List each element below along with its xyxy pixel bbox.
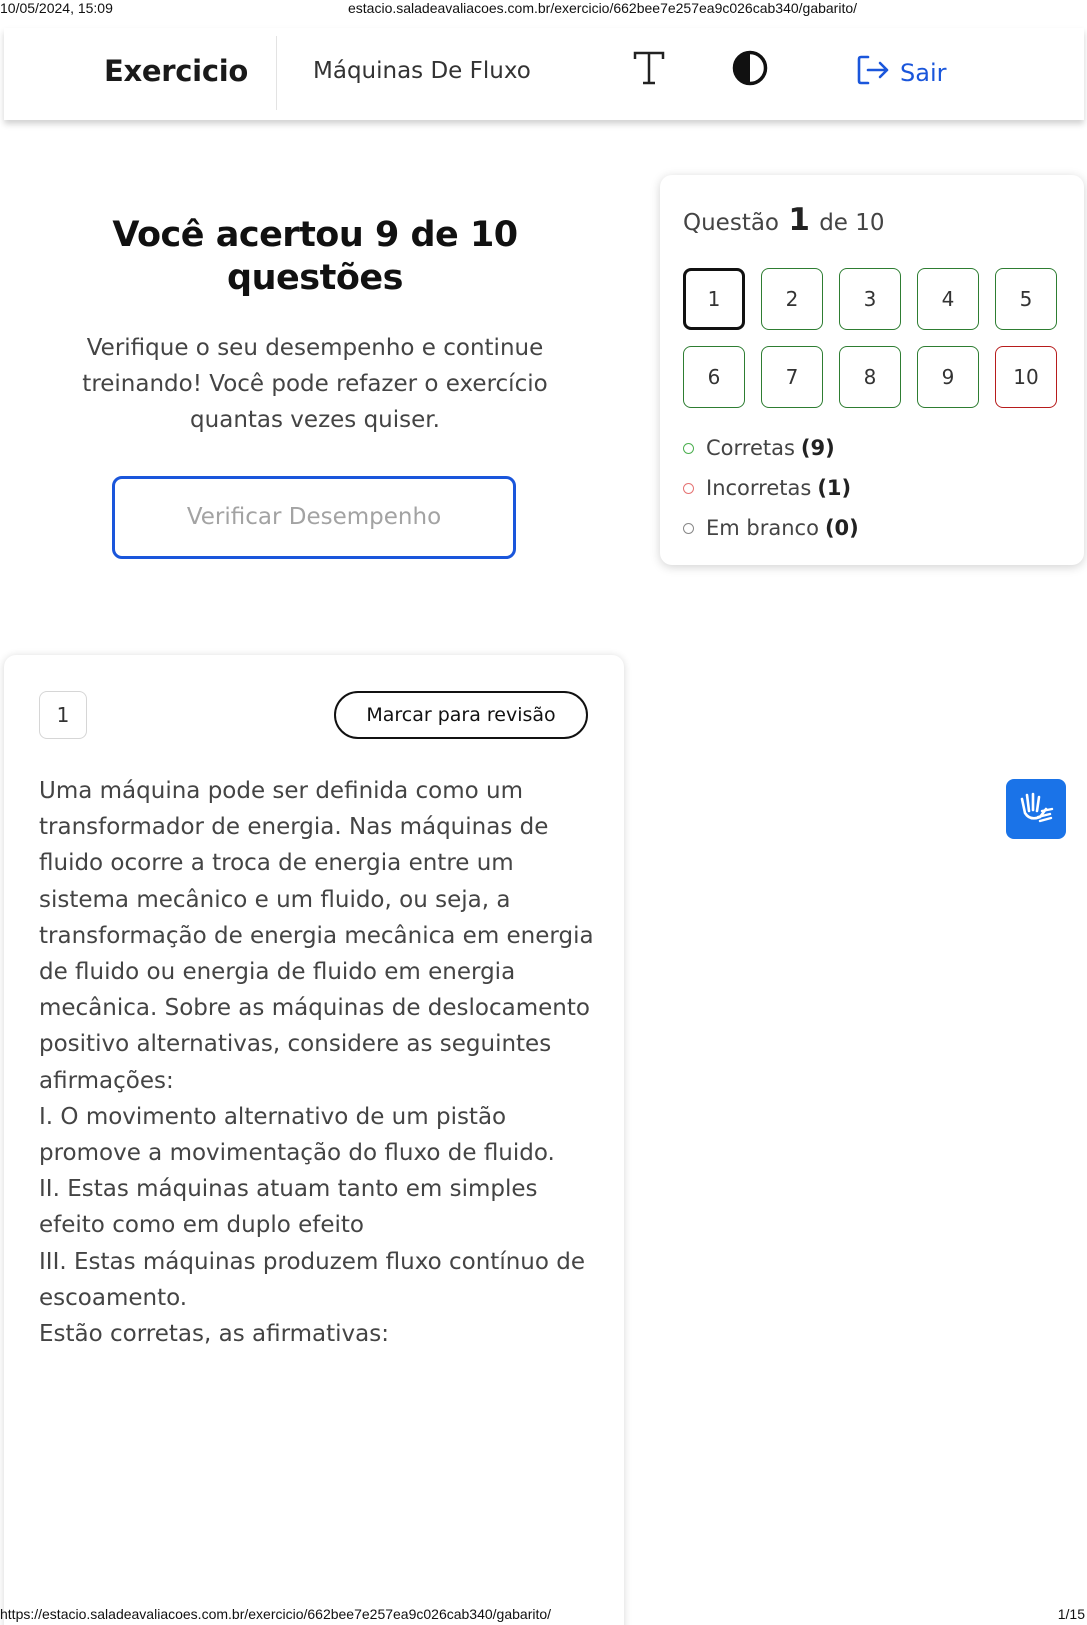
statement-iii: III. Estas máquinas produzem fluxo contínuo de escoamento. <box>39 1248 586 1311</box>
question-card <box>4 655 624 1625</box>
statement-i: I. O movimento alternativo de um pistão promove a movimentação do fluxo de fluido. <box>39 1103 555 1167</box>
contrast-icon[interactable] <box>732 50 768 86</box>
question-button-4[interactable]: 4 <box>917 268 979 330</box>
result-title: Você acertou 9 de 10 questões <box>112 215 518 298</box>
top-header <box>4 28 1084 120</box>
navigator-prefix: Questão <box>683 210 779 236</box>
legend-blank-label: Em branco <box>706 516 819 540</box>
legend-incorrect-label: Incorretas <box>706 476 812 500</box>
print-url: estacio.saladeavaliacoes.com.br/exercicio/662bee7e257ea9c026cab340/gabarito/ <box>348 0 858 16</box>
current-question-number: 1 <box>788 202 810 238</box>
mark-for-review-button[interactable]: Marcar para revisão <box>334 691 588 739</box>
question-button-10[interactable]: 10 <box>995 346 1057 408</box>
question-button-1[interactable]: 1 <box>683 268 745 330</box>
question-button-5[interactable]: 5 <box>995 268 1057 330</box>
course-title: Máquinas De Fluxo <box>313 58 531 84</box>
question-navigator <box>660 175 1084 565</box>
question-button-9[interactable]: 9 <box>917 346 979 408</box>
legend-incorrect-count: (1) <box>817 476 852 500</box>
logout-icon <box>856 54 890 91</box>
statement-ii: II. Estas máquinas atuam tanto em simples efeito como em duplo efeito <box>39 1176 538 1239</box>
legend-blank-count: (0) <box>824 516 859 540</box>
sign-language-icon <box>1016 787 1056 832</box>
question-statement <box>39 773 599 1352</box>
print-date: 10/05/2024, 15:09 <box>0 0 113 16</box>
question-button-7[interactable]: 7 <box>761 346 823 408</box>
question-button-2[interactable]: 2 <box>761 268 823 330</box>
status-legend <box>683 428 859 548</box>
logout-label: Sair <box>900 58 947 87</box>
font-size-icon[interactable] <box>632 50 666 86</box>
legend-correct <box>683 428 859 468</box>
correct-dot-icon <box>683 443 694 454</box>
blank-dot-icon <box>683 523 694 534</box>
question-grid <box>683 268 1057 408</box>
question-number-badge: 1 <box>39 691 87 739</box>
legend-blank <box>683 508 859 548</box>
question-button-6[interactable]: 6 <box>683 346 745 408</box>
print-footer-url: https://estacio.saladeavaliacoes.com.br/exercicio/662bee7e257ea9c026cab340/gabarito/ <box>0 1606 552 1622</box>
question-paragraph: Uma máquina pode ser definida como um transformador de energia. Nas máquinas de fluido ocorre a troca de energia entre um sistema mecânico e um fluido, ou seja, a transformação de energia mecânica em energia de fluido ou energia de fluido em energia mecânica. Sobre as máquinas de deslocamento positivo alternativas, considere as seguintes afirmações: <box>39 778 594 1094</box>
question-button-3[interactable]: 3 <box>839 268 901 330</box>
brand-title[interactable]: Exercicio <box>104 54 248 88</box>
result-description: Verifique o seu desempenho e continue treinando! Você pode refazer o exercício quantas vezes quiser. <box>82 335 548 433</box>
question-button-8[interactable]: 8 <box>839 346 901 408</box>
header-divider <box>276 36 277 110</box>
print-page-number: 1/15 <box>1057 1606 1085 1622</box>
navigator-heading <box>683 202 885 238</box>
navigator-suffix: de 10 <box>819 210 885 236</box>
verify-performance-button[interactable]: Verificar Desempenho <box>112 476 516 559</box>
sign-language-button[interactable] <box>1006 779 1066 839</box>
question-prompt: Estão corretas, as afirmativas: <box>39 1321 389 1348</box>
logout-button[interactable] <box>856 54 946 91</box>
incorrect-dot-icon <box>683 483 694 494</box>
legend-correct-count: (9) <box>800 436 835 460</box>
legend-correct-label: Corretas <box>706 436 795 460</box>
legend-incorrect <box>683 468 859 508</box>
